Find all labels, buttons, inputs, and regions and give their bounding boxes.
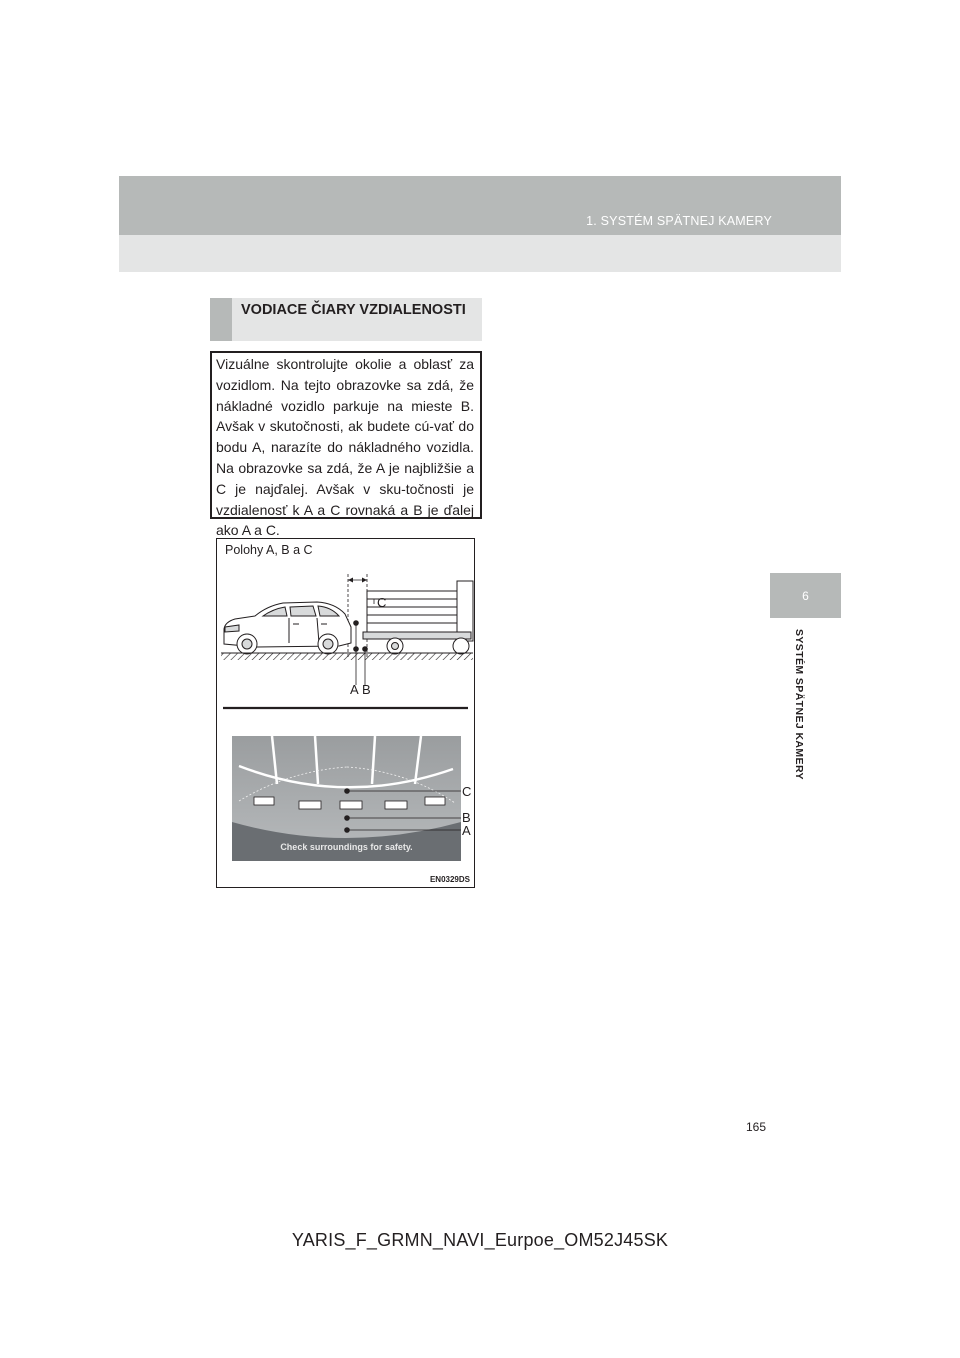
figure-code: EN0329DS xyxy=(429,875,470,884)
screen-label-a: A xyxy=(462,823,471,838)
note-text: Vizuálne skontrolujte okolie a oblasť za vozidlom. Na tejto obrazovke sa zdá, že nákladné vozidlo parkuje na mieste B. Avšak v skutočnosti, ak budete cú-vať do bodu A, narazíte do nákladného vozidla. Na obrazovke sa zdá, že A je najbližšie a C je najďalej. Avšak v sku-točnosti je vzdialenosť k A a C rovnaká a B je ďalej ako A a C. xyxy=(216,356,474,539)
header-strip xyxy=(119,235,841,272)
side-label-c: C xyxy=(377,595,387,610)
screen-label-c: C xyxy=(462,784,472,799)
document-code: YARIS_F_GRMN_NAVI_Eurpoe_OM52J45SK xyxy=(291,1230,669,1250)
chapter-title: 1. SYSTÉM SPÄTNEJ KAMERY xyxy=(586,214,772,228)
figure-illustration xyxy=(217,539,474,887)
car-icon xyxy=(224,602,351,654)
figure-caption: Polohy A, B a C xyxy=(225,543,313,557)
note-box xyxy=(210,351,482,539)
distance-guide-figure xyxy=(216,538,475,888)
screen-label-b: B xyxy=(462,810,471,825)
truck-icon xyxy=(363,581,473,654)
side-label-b: B xyxy=(362,682,371,697)
section-heading xyxy=(210,298,482,341)
screen-message: Check surroundings for safety. xyxy=(280,842,413,852)
chapter-tab xyxy=(770,573,841,618)
section-title: VODIACE ČIARY VZDIALENOSTI xyxy=(241,302,466,318)
side-label-a: A xyxy=(350,682,359,697)
section-heading-marker xyxy=(210,298,232,341)
chapter-side-label: SYSTÉM SPÄTNEJ KAMERY xyxy=(793,629,805,780)
side-view xyxy=(221,574,473,685)
page-number: 165 xyxy=(746,1120,767,1134)
chapter-number: 6 xyxy=(802,588,809,603)
